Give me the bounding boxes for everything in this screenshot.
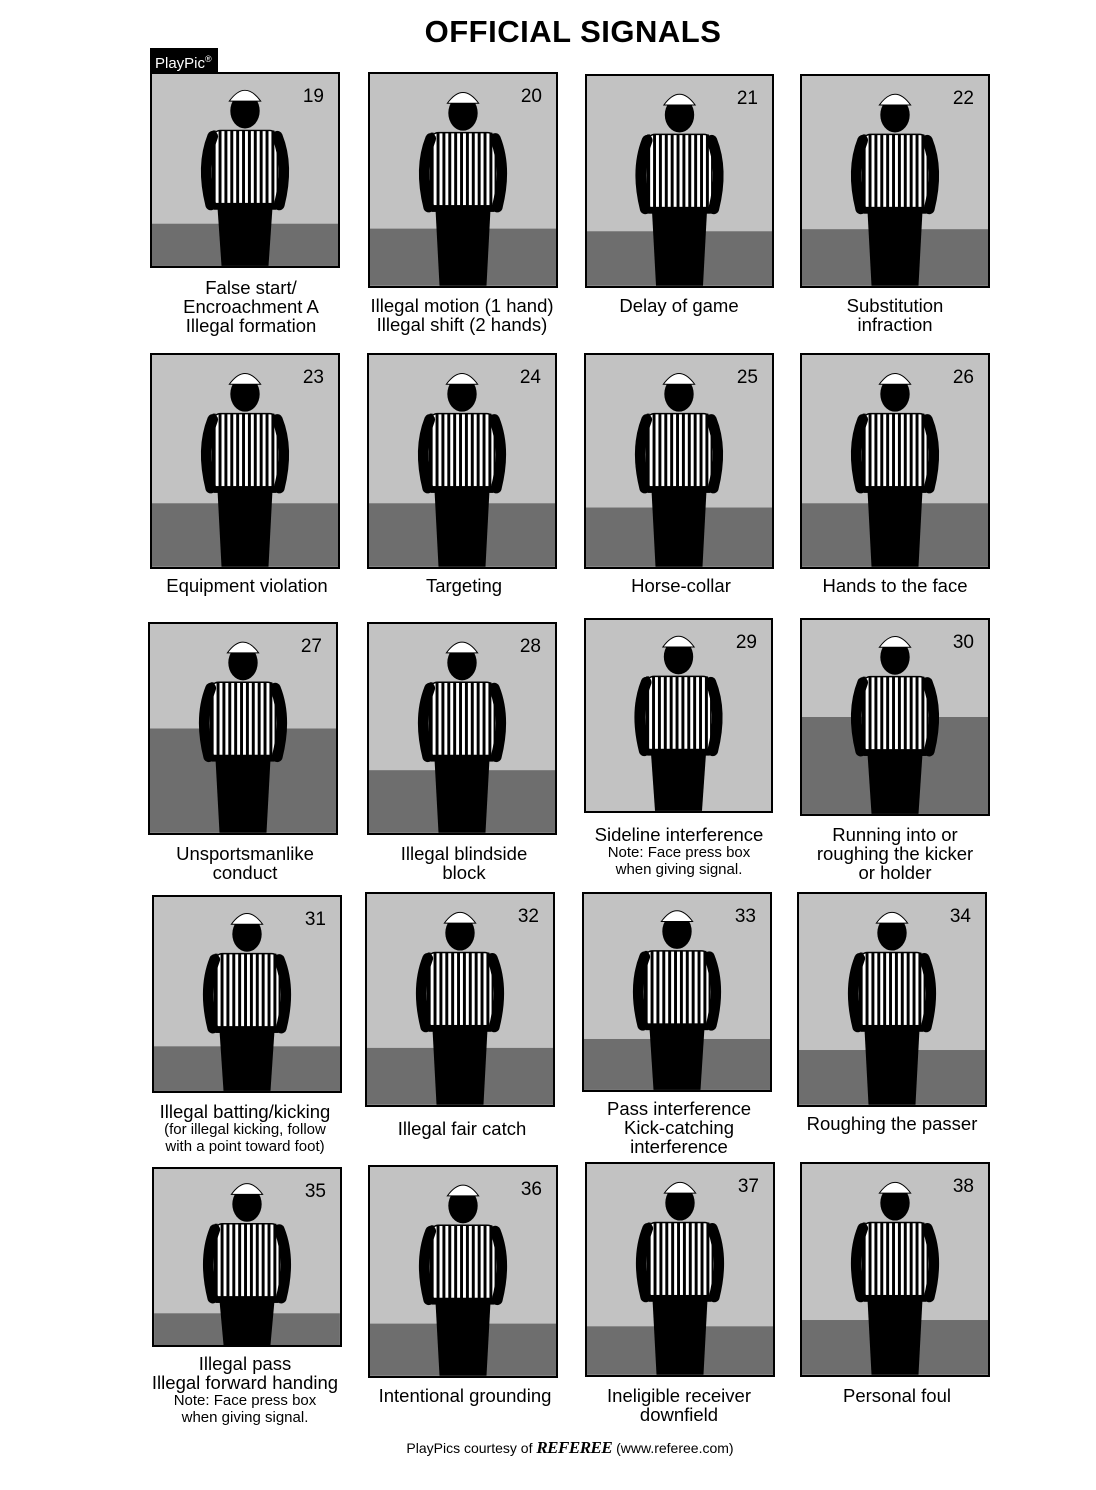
signal-panel [367, 622, 557, 835]
signal-number: 24 [519, 367, 541, 388]
signal-caption [795, 1114, 989, 1133]
signal-note-line: when giving signal. [615, 861, 743, 878]
signal-caption [798, 825, 992, 882]
signal-note-line: (for illegal kicking, follow [164, 1121, 326, 1138]
signal-caption-line: infraction [857, 314, 933, 335]
signal-caption-line: block [442, 862, 486, 883]
signal-caption-line: Illegal blindside [400, 843, 528, 864]
signal-number: 33 [734, 906, 756, 927]
signal-caption [150, 576, 344, 595]
signal-caption-line: Horse-collar [631, 575, 731, 596]
footer-credit: PlayPics courtesy of REFEREE (www.referee.com) [406, 1438, 734, 1457]
signal-caption [365, 296, 559, 334]
signal-number: 26 [952, 367, 974, 388]
signal-caption-line: Illegal forward handing [151, 1372, 339, 1393]
signal-caption [582, 1099, 776, 1156]
signal-caption-line: Illegal motion (1 hand) [370, 295, 554, 316]
signal-panel [585, 74, 774, 288]
signal-caption-line: or holder [858, 862, 932, 883]
signal-caption-line: Targeting [425, 575, 503, 596]
signal-caption-line: Equipment violation [166, 575, 328, 596]
signal-panel [368, 1165, 558, 1378]
signal-panel [800, 74, 990, 288]
signal-note-line: when giving signal. [181, 1409, 309, 1426]
signal-caption-line: Hands to the face [822, 575, 968, 596]
page-title: OFFICIAL SIGNALS [424, 14, 722, 49]
playpic-brand-label: PlayPic® [150, 48, 218, 76]
signal-number: 25 [736, 367, 758, 388]
signal-number: 35 [304, 1181, 326, 1202]
signal-panel [585, 1162, 775, 1377]
signal-caption [368, 1386, 562, 1405]
signal-panel [584, 353, 774, 569]
signal-panel [368, 72, 558, 288]
signal-caption-line: roughing the kicker [816, 843, 974, 864]
signal-number: 38 [952, 1176, 974, 1197]
signal-number: 21 [736, 88, 758, 109]
signal-caption-line: conduct [212, 862, 278, 883]
signal-caption [582, 825, 776, 878]
signal-number: 32 [517, 906, 539, 927]
signal-caption [367, 844, 561, 882]
signal-number: 34 [949, 906, 971, 927]
signal-caption-line: Running into or [832, 824, 958, 845]
signal-caption-line: interference [630, 1136, 728, 1157]
signal-caption-line: Unsportsmanlike [176, 843, 314, 864]
signal-panel [367, 353, 557, 569]
signal-panel [150, 72, 340, 268]
signal-panel [365, 892, 555, 1107]
signal-caption-line: downfield [639, 1404, 719, 1425]
signal-caption-line: Illegal batting/kicking [159, 1101, 331, 1122]
signal-number: 23 [302, 367, 324, 388]
signal-panel [150, 353, 340, 569]
signal-caption [148, 1354, 342, 1426]
signal-caption-line: Kick-catching [623, 1117, 734, 1138]
signal-caption-line: Personal foul [843, 1385, 951, 1406]
signal-panel [800, 353, 990, 569]
signal-caption-line: Roughing the passer [806, 1113, 978, 1134]
signal-number: 28 [519, 636, 541, 657]
signal-number: 29 [735, 632, 757, 653]
signal-panel [148, 622, 338, 835]
signal-number: 22 [952, 88, 974, 109]
referee-logo: REFEREE [536, 1438, 613, 1457]
signal-number: 20 [520, 86, 542, 107]
signal-caption-line: Intentional grounding [378, 1385, 552, 1406]
signal-caption-line: Illegal shift (2 hands) [376, 314, 548, 335]
signal-caption-line: Sideline interference [594, 824, 764, 845]
signal-panel [797, 892, 987, 1107]
signal-panel [152, 895, 342, 1093]
signal-caption-line: False start/ [205, 277, 297, 298]
signal-caption [582, 296, 776, 315]
signal-caption-line: Illegal fair catch [397, 1118, 527, 1139]
signal-number: 30 [952, 632, 974, 653]
signal-number: 31 [304, 909, 326, 930]
signal-caption-line: Illegal pass [198, 1353, 292, 1374]
signal-caption [365, 1119, 559, 1138]
signal-caption [367, 576, 561, 595]
signal-note-line: Note: Face press box [607, 844, 751, 861]
signal-panel [584, 618, 773, 813]
signal-number: 36 [520, 1179, 542, 1200]
signal-caption [582, 1386, 776, 1424]
signal-caption-line: Substitution [846, 295, 944, 316]
signal-caption [800, 1386, 994, 1405]
signal-caption [798, 296, 992, 334]
signal-panel [152, 1167, 342, 1347]
signal-panel [582, 892, 772, 1092]
signal-number: 37 [737, 1176, 759, 1197]
signal-caption-line: Ineligible receiver [607, 1385, 751, 1406]
signal-panel [800, 1162, 990, 1377]
signal-number: 27 [300, 636, 322, 657]
signal-caption [148, 844, 342, 882]
signal-caption [148, 1102, 342, 1155]
signal-note-line: Note: Face press box [173, 1392, 317, 1409]
signal-note-line: with a point toward foot) [165, 1138, 325, 1155]
signal-caption-line: Encroachment A [183, 296, 319, 317]
signal-caption [584, 576, 778, 595]
signal-number: 19 [302, 86, 324, 107]
signal-caption-line: Illegal formation [185, 315, 317, 336]
signal-panel [800, 618, 990, 816]
signal-caption-line: Delay of game [619, 295, 739, 316]
signal-caption-line: Pass interference [607, 1098, 751, 1119]
signal-caption [154, 278, 348, 335]
signal-caption [798, 576, 992, 595]
